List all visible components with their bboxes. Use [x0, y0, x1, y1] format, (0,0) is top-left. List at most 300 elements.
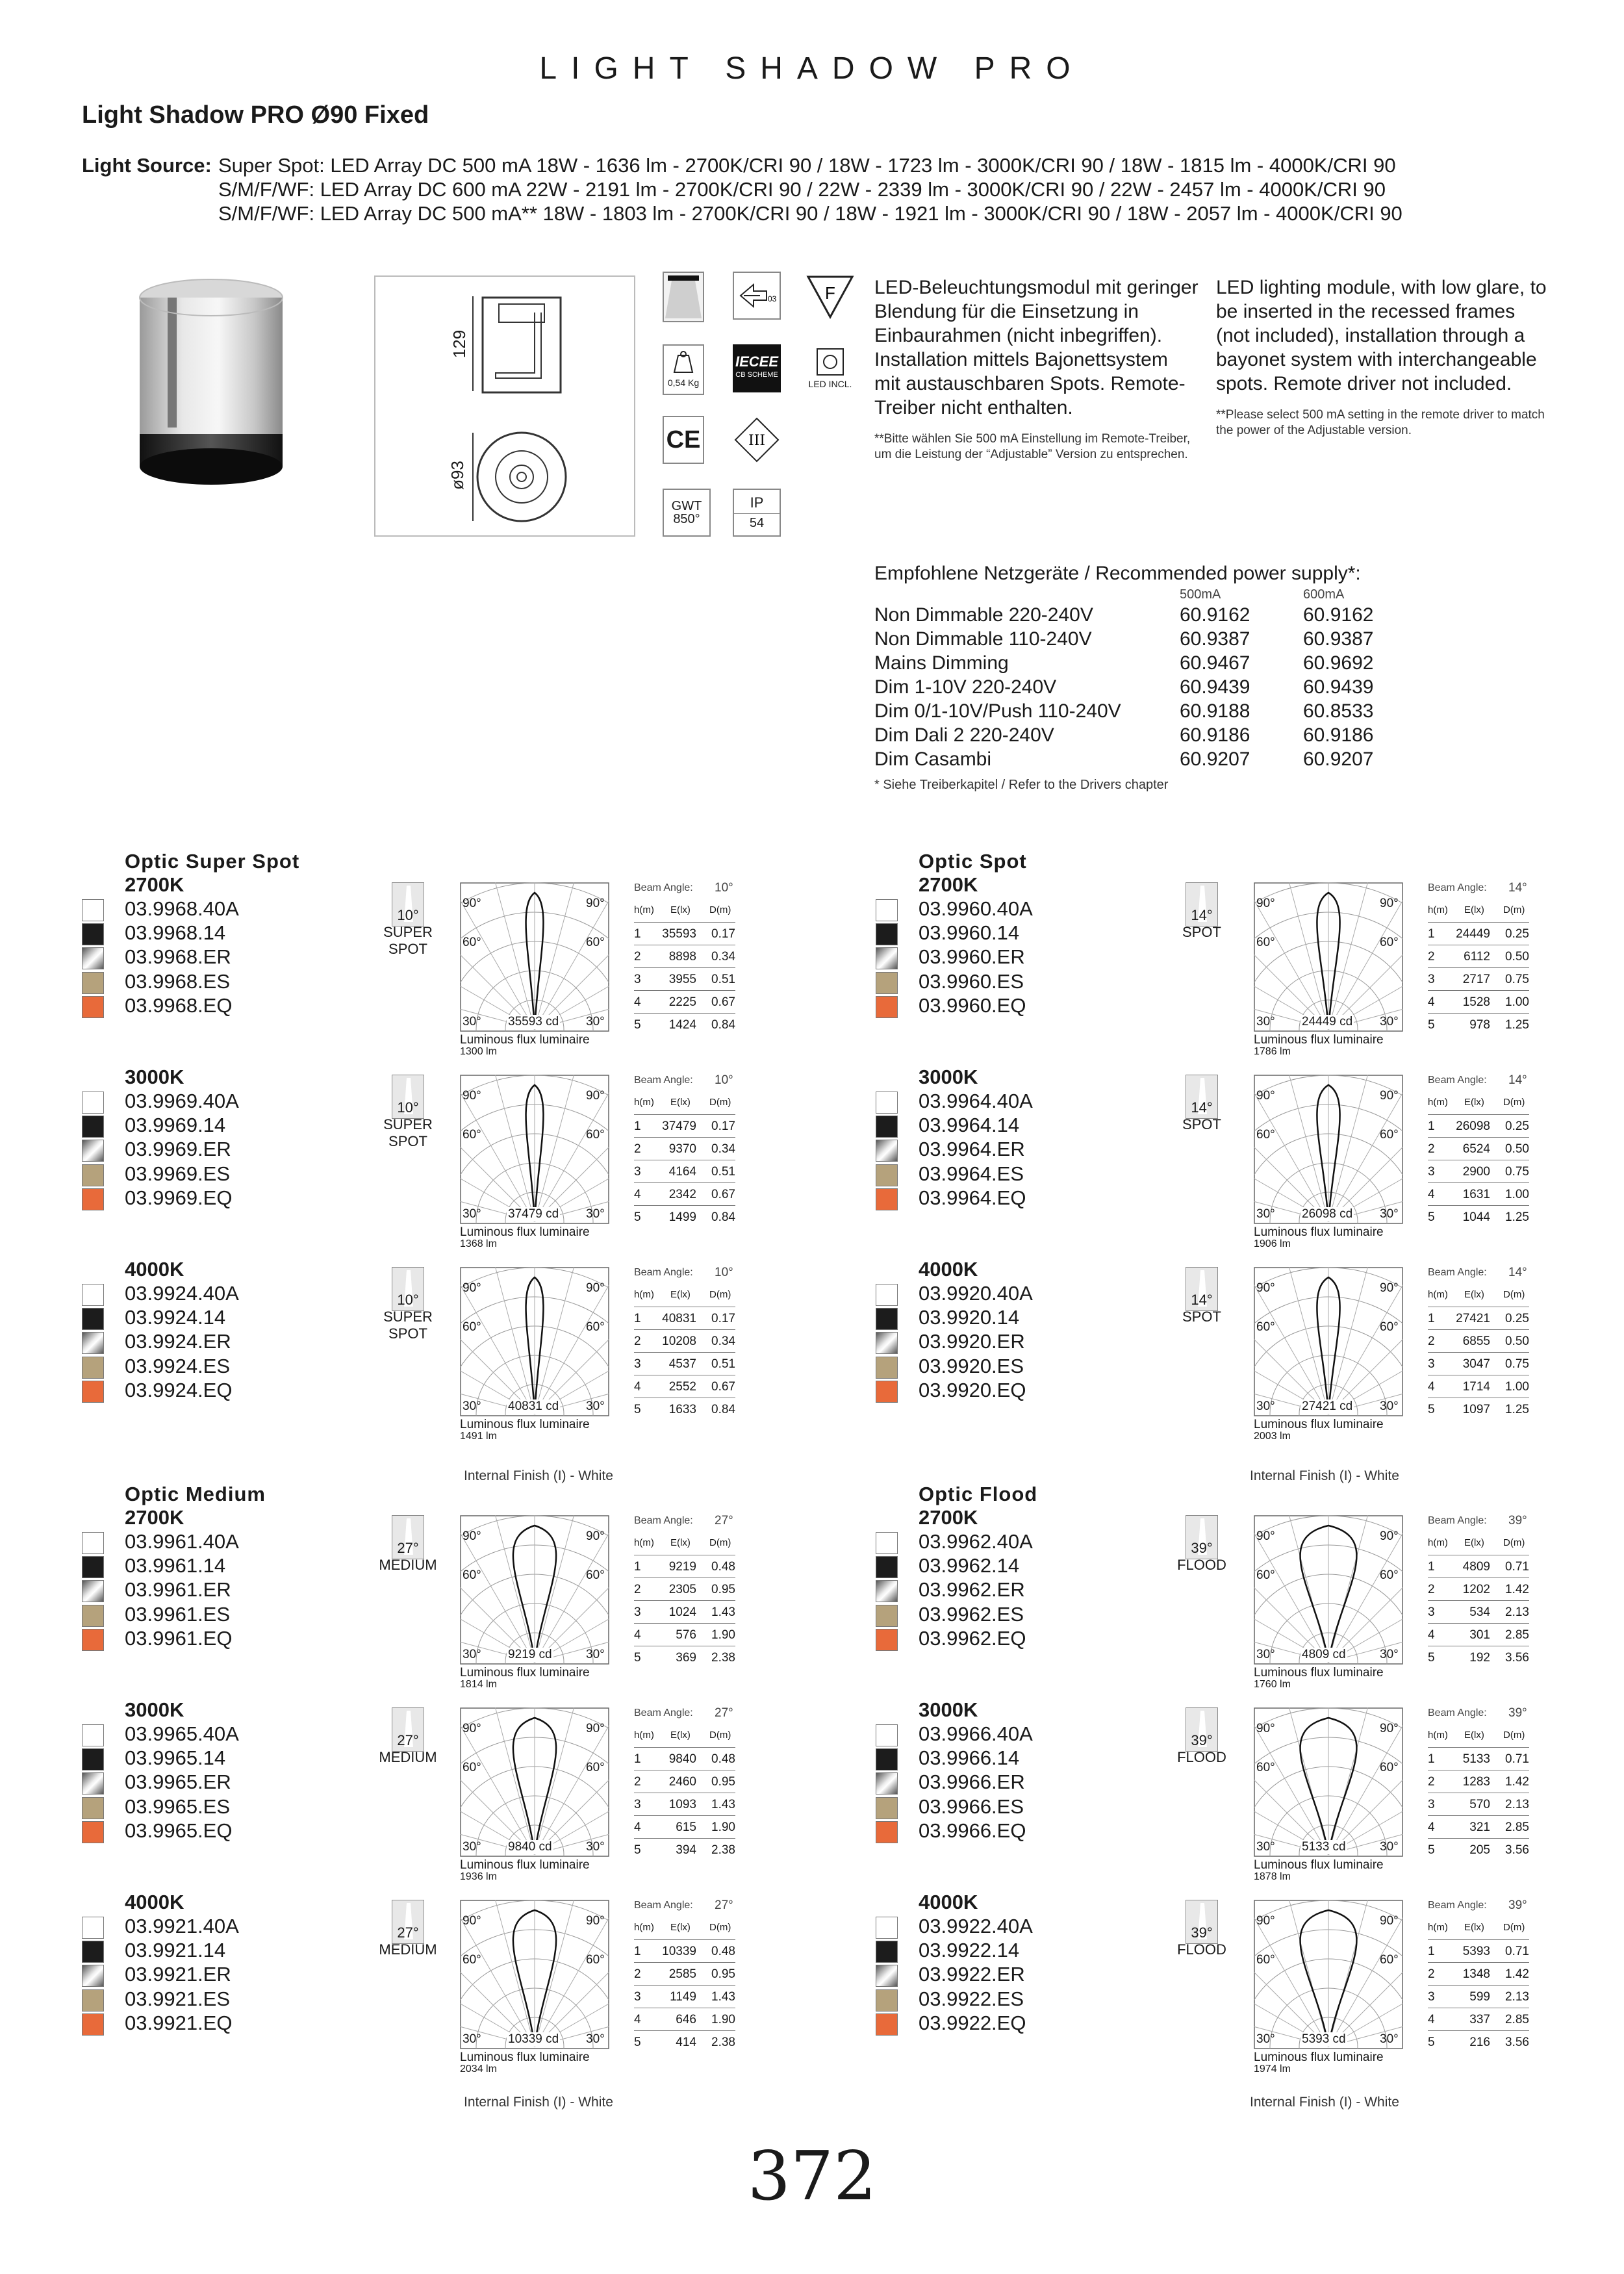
power-supply-table — [874, 563, 1524, 793]
beam-height: 5 — [1428, 1651, 1435, 1665]
beam-height: 1 — [1428, 1119, 1435, 1133]
beam-table-column-d: D(m) — [709, 904, 731, 915]
beam-type-label: SUPER SPOT — [383, 1309, 433, 1342]
angle-label-60: 60° — [1256, 936, 1275, 949]
finish-swatch — [876, 996, 898, 1018]
beam-illuminance: 6112 — [1464, 950, 1490, 964]
finish-swatch — [876, 1532, 898, 1554]
diameter-dimension: ø93 — [447, 461, 467, 490]
beam-height: 1 — [1428, 1312, 1435, 1325]
beam-table-header — [1428, 1267, 1529, 1285]
angle-label-30: 30° — [1256, 1648, 1275, 1661]
beam-table-column-h: h(m) — [634, 1289, 654, 1300]
finish-swatch — [82, 923, 104, 945]
finish-swatch — [876, 923, 898, 945]
beam-illuminance: 9840 — [668, 1752, 696, 1766]
beam-illuminance: 6524 — [1462, 1142, 1490, 1156]
article-code: 03.9966.ES — [919, 1795, 1024, 1818]
beam-table-row — [634, 968, 735, 991]
beam-diameter: 0.34 — [711, 1142, 735, 1156]
beam-angle-value: 27° — [397, 1540, 419, 1556]
luminous-flux-label: Luminous flux luminaire — [460, 1225, 590, 1239]
finish-swatch — [876, 972, 898, 994]
beam-height: 4 — [1428, 1380, 1435, 1394]
beam-angle-label: Beam Angle: — [1428, 1075, 1487, 1086]
beam-height: 3 — [634, 973, 641, 986]
beam-height: 3 — [1428, 1798, 1435, 1811]
f-mark-icon — [806, 272, 855, 321]
power-supply-name: Non Dimmable 110-240V — [874, 628, 1092, 650]
finish-swatch — [876, 1965, 898, 1987]
finish-swatch — [876, 1332, 898, 1354]
finish-swatch — [82, 1357, 104, 1379]
angle-label-30: 30° — [586, 1840, 605, 1854]
luminous-flux-value: 2034 lm — [460, 2063, 497, 2075]
article-code: 03.9965.14 — [125, 1746, 226, 1770]
beam-angle-value: 39° — [1191, 1924, 1213, 1941]
power-supply-rows — [874, 604, 1524, 773]
beam-table-row — [1428, 1839, 1529, 1861]
beam-table-column-d: D(m) — [1503, 1097, 1525, 1108]
finish-swatch — [82, 972, 104, 994]
peak-intensity: 10339 cd — [508, 2032, 559, 2046]
power-supply-code-600ma: 60.9387 — [1303, 628, 1374, 650]
beam-angle-value: 10° — [397, 1292, 419, 1308]
angle-label-60: 60° — [1256, 1128, 1275, 1142]
beam-diameter: 0.67 — [711, 1188, 735, 1201]
beam-angle-label: Beam Angle: — [634, 1900, 693, 1911]
beam-table-row — [634, 1138, 735, 1160]
peak-intensity: 35593 cd — [508, 1015, 559, 1028]
product-title: Light Shadow PRO Ø90 Fixed — [82, 101, 429, 129]
internal-finish-note: Internal Finish (I) - White — [1250, 1468, 1399, 1483]
beam-table-row — [634, 1963, 735, 1986]
beam-height: 1 — [1428, 1560, 1435, 1574]
luminous-flux-value: 1974 lm — [1254, 2063, 1291, 2075]
angle-label-90: 90° — [1256, 1529, 1275, 1543]
peak-intensity: 37479 cd — [508, 1207, 559, 1221]
beam-height: 1 — [1428, 1945, 1435, 1958]
beam-angle-value: 27° — [715, 1706, 733, 1720]
beam-table-row — [1428, 1816, 1529, 1839]
angle-label-90: 90° — [1380, 1722, 1399, 1735]
product-photo — [130, 272, 292, 496]
finish-swatch — [82, 1629, 104, 1651]
finish-swatch — [82, 996, 104, 1018]
article-code: 03.9920.ES — [919, 1354, 1024, 1377]
beam-height: 3 — [634, 1357, 641, 1371]
beam-illuminance: 414 — [676, 2036, 696, 2049]
beam-illuminance: 1424 — [668, 1018, 696, 1032]
beam-table-row — [1428, 2031, 1529, 2054]
beam-table-column-d: D(m) — [1503, 1730, 1525, 1741]
beam-illuminance: 6855 — [1462, 1335, 1490, 1348]
technical-drawing — [374, 275, 635, 537]
cct-title: 3000K — [125, 1698, 184, 1721]
beam-illuminance: 2225 — [668, 995, 696, 1009]
angle-label-90: 90° — [1256, 1722, 1275, 1735]
luminous-flux-label: Luminous flux luminaire — [460, 2050, 590, 2064]
angle-label-60: 60° — [1256, 1568, 1275, 1582]
beam-table-column-d: D(m) — [709, 1537, 731, 1548]
peak-intensity: 4809 cd — [1302, 1648, 1346, 1661]
article-code-list — [919, 1281, 1033, 1402]
beam-height: 5 — [1428, 1210, 1435, 1224]
light-source-line-3: S/M/F/WF: LED Array DC 500 mA** 18W - 1803 lm - 2700K/CRI 90 / 18W - 1921 lm - 3000K/CRI 90 / 18W - 2057 lm - 4000K/CRI 90 — [218, 202, 1402, 225]
beam-illuminance: 1044 — [1462, 1210, 1490, 1224]
beam-diameter: 1.00 — [1505, 995, 1529, 1009]
beam-diameter: 0.84 — [711, 1403, 735, 1416]
article-code: 03.9920.14 — [919, 1306, 1020, 1329]
luminous-flux-value: 1368 lm — [460, 1238, 497, 1249]
beam-angle-value: 10° — [397, 1099, 419, 1116]
beam-table — [634, 1900, 735, 2054]
beam-table-column-h: h(m) — [1428, 1289, 1448, 1300]
beam-diameter: 3.56 — [1505, 1843, 1529, 1857]
beam-diameter: 1.42 — [1505, 1583, 1529, 1596]
beam-table-row — [1428, 923, 1529, 945]
angle-label-60: 60° — [1256, 1761, 1275, 1774]
beam-illuminance: 3047 — [1462, 1357, 1490, 1371]
angle-label-60: 60° — [1380, 1128, 1399, 1142]
col-600ma: 600mA — [1303, 587, 1345, 602]
beam-height: 1 — [634, 1945, 641, 1958]
beam-illuminance: 1348 — [1462, 1967, 1490, 1981]
beam-table — [1428, 1515, 1529, 1669]
iecee-text: IECEE — [735, 353, 779, 370]
beam-table-row — [634, 1206, 735, 1229]
beam-table-row — [1428, 1601, 1529, 1624]
beam-illuminance: 10339 — [662, 1945, 696, 1958]
beam-table-column-e: E(lx) — [670, 1289, 691, 1300]
beam-angle-value: 10° — [715, 1073, 733, 1087]
luminous-flux-label: Luminous flux luminaire — [1254, 1418, 1384, 1431]
beam-table-row — [634, 1816, 735, 1839]
beam-illuminance: 27421 — [1456, 1312, 1490, 1325]
beam-table-row — [634, 1646, 735, 1669]
power-supply-code-500ma: 60.9439 — [1180, 676, 1250, 698]
beam-illuminance: 4537 — [668, 1357, 696, 1371]
beam-table-row — [634, 923, 735, 945]
gwt-icon: GWT 850° — [663, 489, 711, 537]
beam-table-column-d: D(m) — [1503, 1537, 1525, 1548]
beam-height: 5 — [634, 1018, 641, 1032]
beam-table-header — [1428, 1707, 1529, 1726]
article-code: 03.9964.14 — [919, 1114, 1020, 1137]
article-code: 03.9962.ER — [919, 1578, 1025, 1602]
beam-table-columns — [1428, 901, 1529, 923]
beam-table-row — [634, 1578, 735, 1601]
article-code-list — [919, 1722, 1033, 1843]
beam-diameter: 0.67 — [711, 1380, 735, 1394]
beam-table-columns — [634, 1918, 735, 1940]
beam-table-columns — [634, 901, 735, 923]
beam-height: 4 — [1428, 2013, 1435, 2026]
beam-type-label: SUPER SPOT — [383, 924, 433, 957]
beam-type-label: MEDIUM — [379, 1749, 437, 1765]
article-code: 03.9965.ER — [125, 1770, 231, 1794]
beam-illuminance: 337 — [1469, 2013, 1490, 2026]
power-supply-name: Dim 1-10V 220-240V — [874, 676, 1057, 698]
article-code: 03.9966.ER — [919, 1770, 1025, 1794]
beam-illuminance: 646 — [676, 2013, 696, 2026]
article-code-list — [125, 1281, 239, 1402]
description-de — [874, 275, 1199, 463]
article-code: 03.9920.40A — [919, 1282, 1033, 1305]
angle-label-90: 90° — [586, 1089, 605, 1103]
article-code: 03.9922.40A — [919, 1915, 1033, 1937]
beam-table-column-h: h(m) — [634, 1537, 654, 1548]
beam-angle-label: Beam Angle: — [634, 1267, 693, 1278]
beam-type-label: SPOT — [1182, 1116, 1221, 1132]
article-code: 03.9960.40A — [919, 897, 1033, 920]
beam-type-label: FLOOD — [1177, 1749, 1226, 1765]
beam-diameter: 1.43 — [711, 1798, 735, 1811]
class-iii-icon — [733, 416, 781, 464]
beam-table-header — [1428, 1075, 1529, 1093]
angle-label-60: 60° — [463, 936, 481, 949]
power-supply-code-600ma: 60.9692 — [1303, 652, 1374, 674]
beam-table-column-h: h(m) — [1428, 1097, 1448, 1108]
power-supply-code-500ma: 60.9186 — [1180, 724, 1250, 746]
power-supply-code-500ma: 60.9188 — [1180, 700, 1250, 722]
angle-label-30: 30° — [586, 1015, 605, 1028]
power-supply-row — [874, 748, 1524, 773]
finish-swatch — [82, 1941, 104, 1963]
beam-table-row — [1428, 1206, 1529, 1229]
article-code-list — [919, 1089, 1033, 1210]
article-code: 03.9966.EQ — [919, 1819, 1026, 1842]
luminous-flux-value: 1936 lm — [460, 1871, 497, 1882]
beam-diameter: 2.85 — [1505, 1628, 1529, 1642]
finish-swatch — [876, 899, 898, 921]
peak-intensity: 40831 cd — [508, 1399, 559, 1413]
beam-diameter: 2.13 — [1505, 1990, 1529, 2004]
luminous-flux-value: 1906 lm — [1254, 1238, 1291, 1249]
luminous-flux-value: 1491 lm — [460, 1431, 497, 1442]
angle-label-60: 60° — [463, 1761, 481, 1774]
beam-table-row — [634, 1307, 735, 1330]
beam-height: 2 — [1428, 1775, 1435, 1789]
angle-label-30: 30° — [586, 2032, 605, 2046]
beam-table-row — [1428, 1353, 1529, 1375]
beam-table-row — [634, 1839, 735, 1861]
article-code: 03.9969.40A — [125, 1090, 239, 1112]
beam-table — [1428, 1707, 1529, 1861]
beam-height: 5 — [634, 1210, 641, 1224]
finish-swatch — [876, 947, 898, 969]
beam-height: 2 — [634, 1967, 641, 1981]
angle-label-90: 90° — [463, 897, 481, 910]
angle-label-60: 60° — [1380, 1568, 1399, 1582]
article-code: 03.9969.14 — [125, 1114, 226, 1137]
beam-angle-value: 14° — [1508, 1073, 1527, 1087]
beam-diameter: 0.25 — [1505, 927, 1529, 941]
beam-table-row — [1428, 1014, 1529, 1036]
beam-table-column-h: h(m) — [1428, 1537, 1448, 1548]
finish-swatch — [82, 1797, 104, 1819]
beam-illuminance: 216 — [1469, 2036, 1490, 2049]
beam-illuminance: 1528 — [1462, 995, 1490, 1009]
beam-height: 3 — [634, 1798, 641, 1811]
beam-angle-value: 14° — [1191, 1292, 1213, 1308]
luminous-flux-label: Luminous flux luminaire — [460, 1666, 590, 1680]
article-code: 03.9966.14 — [919, 1746, 1020, 1770]
ip-rating-icon — [733, 489, 781, 537]
article-code: 03.9968.14 — [125, 921, 226, 945]
optic-group-title: Optic Spot — [919, 850, 1027, 873]
beam-height: 1 — [634, 1119, 641, 1133]
beam-table-row — [1428, 968, 1529, 991]
light-source-line-2: S/M/F/WF: LED Array DC 600 mA 22W - 2191 lm - 2700K/CRI 90 / 22W - 2339 lm - 3000K/CRI 90 / 22W - 2457 lm - 4000K/CRI 90 — [218, 178, 1386, 201]
beam-height: 3 — [1428, 1605, 1435, 1619]
beam-table-header — [634, 1075, 735, 1093]
beam-table-row — [634, 1624, 735, 1646]
beam-table-row — [1428, 1115, 1529, 1138]
description-en-note: **Please select 500 mA setting in the remote driver to match the power of the Adjustable version. — [1216, 408, 1545, 437]
beam-height: 3 — [634, 1990, 641, 2004]
optic-group-title: Optic Flood — [919, 1483, 1038, 1505]
beam-table-columns — [634, 1093, 735, 1115]
beam-type-label: MEDIUM — [379, 1557, 437, 1573]
beam-diameter: 0.84 — [711, 1210, 735, 1224]
beam-height: 1 — [1428, 927, 1435, 941]
beam-table — [634, 882, 735, 1036]
beam-height: 4 — [1428, 995, 1435, 1009]
finish-swatch — [876, 1140, 898, 1162]
beam-angle-value: 39° — [1508, 1898, 1527, 1912]
beam-height: 5 — [634, 2036, 641, 2049]
iecee-sub-text: CB SCHEME — [735, 371, 778, 379]
angle-label-60: 60° — [1380, 1761, 1399, 1774]
beam-height: 2 — [1428, 1335, 1435, 1348]
article-code: 03.9961.ES — [125, 1602, 231, 1626]
angle-label-30: 30° — [463, 1207, 481, 1221]
finish-swatch — [876, 1092, 898, 1114]
power-supply-row — [874, 724, 1524, 748]
cct-title: 2700K — [125, 873, 184, 896]
beam-table-column-h: h(m) — [1428, 1730, 1448, 1741]
beam-diameter: 1.00 — [1505, 1380, 1529, 1394]
beam-table-header — [1428, 882, 1529, 901]
beam-table-row — [1428, 1307, 1529, 1330]
beam-table-column-e: E(lx) — [1464, 1730, 1484, 1741]
beam-illuminance: 1283 — [1462, 1775, 1490, 1789]
finish-swatch — [876, 1116, 898, 1138]
finish-swatch — [82, 1917, 104, 1939]
beam-table-row — [1428, 1330, 1529, 1353]
finish-swatch — [876, 1989, 898, 2012]
angle-label-30: 30° — [463, 2032, 481, 2046]
beam-angle-label: Beam Angle: — [634, 882, 693, 893]
beam-table — [1428, 1267, 1529, 1421]
beam-illuminance: 1631 — [1462, 1188, 1490, 1201]
luminous-flux-value: 1760 lm — [1254, 1679, 1291, 1690]
angle-label-30: 30° — [1380, 1207, 1399, 1221]
beam-table-header — [634, 882, 735, 901]
beam-table-column-d: D(m) — [1503, 1289, 1525, 1300]
power-supply-name: Dim 0/1-10V/Push 110-240V — [874, 700, 1121, 722]
beam-illuminance: 192 — [1469, 1651, 1490, 1665]
beam-table-row — [634, 2008, 735, 2031]
luminous-flux-label: Luminous flux luminaire — [1254, 1033, 1384, 1047]
article-code: 03.9960.ER — [919, 945, 1025, 969]
beam-illuminance: 9370 — [668, 1142, 696, 1156]
beam-height: 4 — [1428, 1820, 1435, 1834]
beam-diameter: 0.95 — [711, 1775, 735, 1789]
beam-illuminance: 1714 — [1462, 1380, 1490, 1394]
beam-table-row — [1428, 1398, 1529, 1421]
beam-table-row — [634, 1940, 735, 1963]
finish-swatch — [876, 1605, 898, 1627]
luminous-flux-label: Luminous flux luminaire — [1254, 1225, 1384, 1239]
article-code: 03.9924.ES — [125, 1354, 231, 1377]
beam-angle-value: 14° — [1508, 881, 1527, 895]
beam-table-row — [1428, 1748, 1529, 1770]
article-code: 03.9962.EQ — [919, 1626, 1026, 1650]
beam-diameter: 0.75 — [1505, 1357, 1529, 1371]
beam-table-row — [634, 1353, 735, 1375]
article-code: 03.9960.EQ — [919, 993, 1026, 1017]
article-code: 03.9968.ES — [125, 969, 231, 993]
optic-group-title: Optic Super Spot — [125, 850, 300, 873]
angle-label-30: 30° — [1256, 1015, 1275, 1028]
beam-height: 3 — [1428, 1357, 1435, 1371]
article-code: 03.9969.ES — [125, 1162, 231, 1185]
beam-angle-value: 14° — [1191, 907, 1213, 923]
beam-table-column-d: D(m) — [709, 1097, 731, 1108]
cct-title: 3000K — [919, 1066, 978, 1088]
luminous-flux-value: 1878 lm — [1254, 1871, 1291, 1882]
angle-label-30: 30° — [1380, 2032, 1399, 2046]
beam-diameter: 1.90 — [711, 1820, 735, 1834]
beam-height: 4 — [1428, 1188, 1435, 1201]
article-code: 03.9964.EQ — [919, 1186, 1026, 1209]
peak-intensity: 27421 cd — [1302, 1399, 1353, 1413]
angle-label-60: 60° — [1380, 1320, 1399, 1334]
luminous-flux-value: 2003 lm — [1254, 1431, 1291, 1442]
beam-illuminance: 5393 — [1462, 1945, 1490, 1958]
beam-illuminance: 615 — [676, 1820, 696, 1834]
article-code: 03.9920.ER — [919, 1330, 1025, 1353]
beam-illuminance: 1149 — [670, 1990, 696, 2004]
beam-diameter: 1.43 — [711, 1990, 735, 2004]
beam-table-row — [634, 1601, 735, 1624]
beam-table-header — [1428, 1900, 1529, 1918]
beam-height: 4 — [1428, 1628, 1435, 1642]
article-code: 03.9961.ER — [125, 1578, 231, 1602]
beam-table-row — [1428, 1986, 1529, 2008]
beam-diameter: 1.25 — [1505, 1403, 1529, 1416]
beam-table-row — [634, 1160, 735, 1183]
beam-table-header — [1428, 1515, 1529, 1533]
beam-diameter: 2.13 — [1505, 1605, 1529, 1619]
angle-label-30: 30° — [1256, 1399, 1275, 1413]
angle-label-90: 90° — [463, 1722, 481, 1735]
beam-type-label: SPOT — [1182, 1309, 1221, 1325]
beam-table-row — [1428, 1555, 1529, 1578]
power-supply-row — [874, 676, 1524, 700]
beam-diameter: 0.25 — [1505, 1119, 1529, 1133]
beam-diameter: 3.56 — [1505, 2036, 1529, 2049]
luminous-flux-value: 1814 lm — [460, 1679, 497, 1690]
beam-height: 4 — [634, 1188, 641, 1201]
beam-table — [634, 1515, 735, 1669]
angle-label-30: 30° — [586, 1207, 605, 1221]
beam-height: 2 — [634, 1142, 641, 1156]
weight-value: 0,54 Kg — [667, 377, 700, 388]
beam-angle-label: Beam Angle: — [1428, 1707, 1487, 1718]
